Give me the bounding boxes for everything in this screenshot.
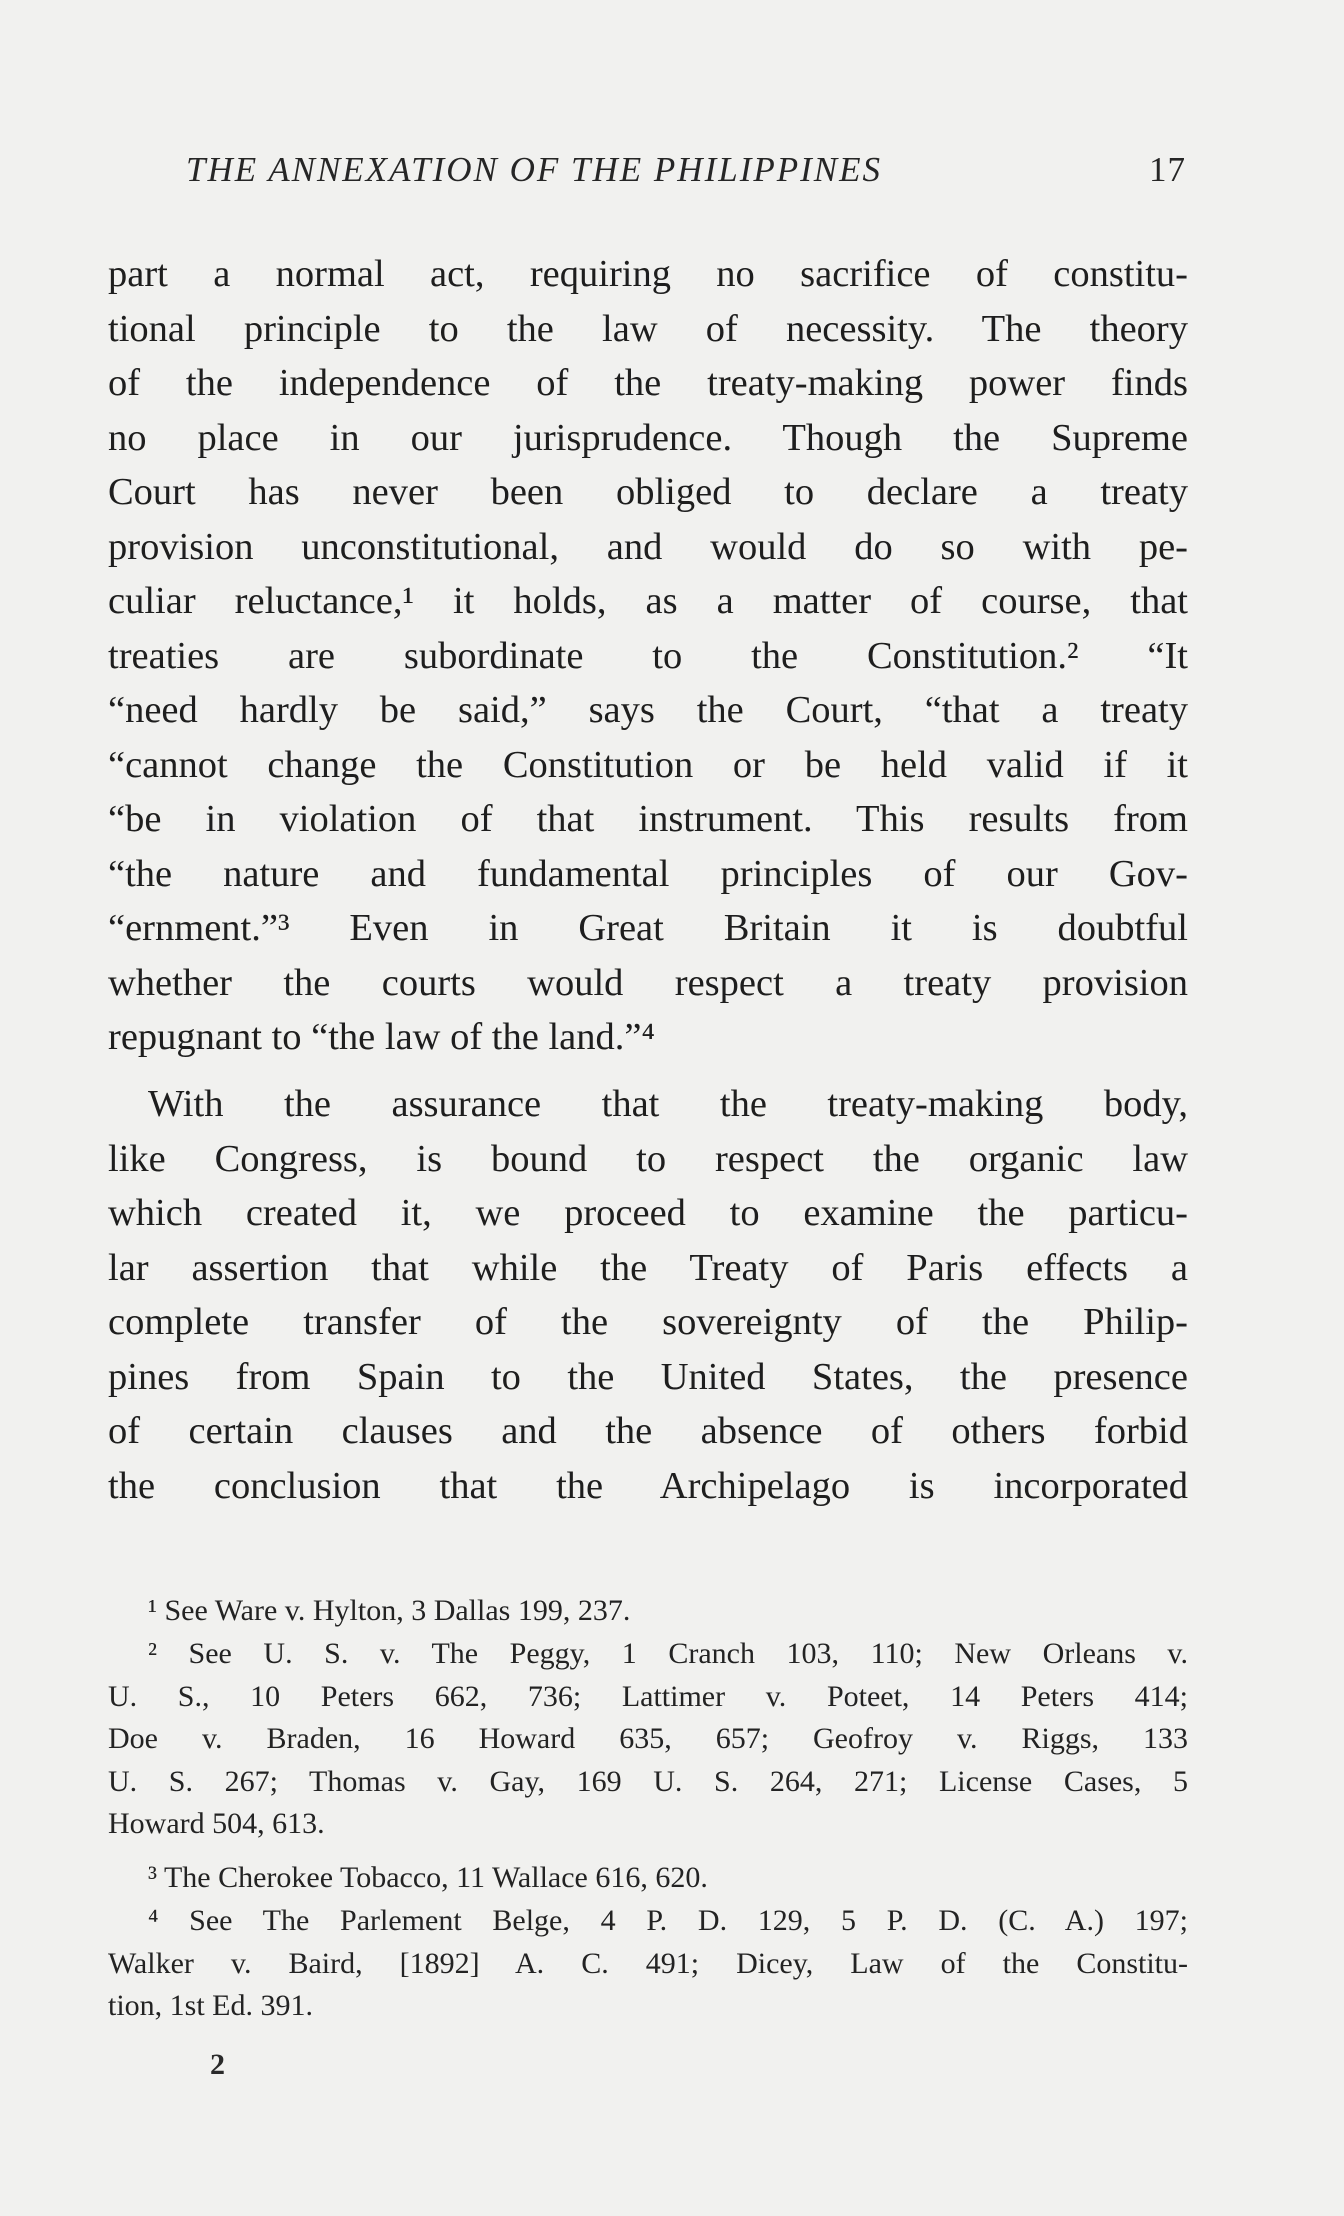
text-line: “be in violation of that instrument. This results from	[108, 798, 1188, 840]
footnote-line: ³ The Cherokee Tobacco, 11 Wallace 616, 620.	[148, 1861, 708, 1894]
footnote-line: U. S., 10 Peters 662, 736; Lattimer v. Poteet, 14 Peters 414;	[108, 1679, 1188, 1713]
running-title: THE ANNEXATION OF THE PHILIPPINES	[186, 150, 882, 189]
footnote-line: Howard 504, 613.	[108, 1807, 325, 1840]
footnote-line: ² See U. S. v. The Peggy, 1 Cranch 103, 110; New Orleans v.	[148, 1637, 1188, 1670]
text-line: complete transfer of the sovereignty of the Philip-	[108, 1301, 1188, 1343]
text-line: “ernment.”³ Even in Great Britain it is doubtful	[108, 907, 1188, 949]
text-line: tional principle to the law of necessity. The theory	[108, 307, 1188, 350]
footnote-line: U. S. 267; Thomas v. Gay, 169 U. S. 264, 271; License Cases, 5	[108, 1764, 1188, 1798]
text-line: which created it, we proceed to examine the particu-	[108, 1192, 1188, 1234]
footnote-3	[108, 1857, 1188, 1900]
signature-mark: 2	[210, 2048, 225, 2081]
text-line: of certain clauses and the absence of others forbid	[108, 1410, 1188, 1452]
paragraph-2	[108, 1077, 1188, 1513]
text-line: repugnant to “the law of the land.”⁴	[108, 1016, 655, 1058]
text-line: culiar reluctance,¹ it holds, as a matter of course, that	[108, 580, 1188, 622]
text-line: provision unconstitutional, and would do so with pe-	[108, 525, 1188, 568]
text-line: whether the courts would respect a treaty provision	[108, 961, 1188, 1004]
footnote-1	[108, 1590, 1188, 1633]
text-line: of the independence of the treaty-making power finds	[108, 362, 1188, 404]
text-line: like Congress, is bound to respect the organic law	[108, 1137, 1188, 1180]
text-line: no place in our jurisprudence. Though the Supreme	[108, 416, 1188, 459]
text-line: lar assertion that while the Treaty of Paris effects a	[108, 1246, 1188, 1289]
footnote-line: Doe v. Braden, 16 Howard 635, 657; Geofroy v. Riggs, 133	[108, 1722, 1188, 1755]
footnote-2	[108, 1633, 1188, 1846]
paragraph-1	[108, 247, 1188, 1065]
footnote-line: ⁴ See The Parlement Belge, 4 P. D. 129, 5 P. D. (C. A.) 197;	[148, 1904, 1188, 1937]
text-line: “the nature and fundamental principles of our Gov-	[108, 852, 1188, 895]
page-number: 17	[1149, 150, 1186, 189]
text-line: part a normal act, requiring no sacrifice of constitu-	[108, 253, 1188, 295]
text-line: pines from Spain to the United States, the presence	[108, 1355, 1188, 1398]
text-line: the conclusion that the Archipelago is incorporated	[108, 1464, 1188, 1507]
text-line: Court has never been obliged to declare a treaty	[108, 471, 1188, 513]
text-line: With the assurance that the treaty-making body,	[148, 1083, 1188, 1125]
text-line: “cannot change the Constitution or be held valid if it	[108, 743, 1188, 786]
text-line: treaties are subordinate to the Constitution.² “It	[108, 634, 1188, 677]
footnote-4	[108, 1900, 1188, 2028]
footnote-line: ¹ See Ware v. Hylton, 3 Dallas 199, 237.	[148, 1594, 631, 1627]
footnote-line: tion, 1st Ed. 391.	[108, 1989, 314, 2022]
text-line: “need hardly be said,” says the Court, “that a treaty	[108, 689, 1188, 731]
footnote-line: Walker v. Baird, [1892] A. C. 491; Dicey, Law of the Constitu-	[108, 1946, 1188, 1980]
running-head	[186, 150, 1186, 200]
